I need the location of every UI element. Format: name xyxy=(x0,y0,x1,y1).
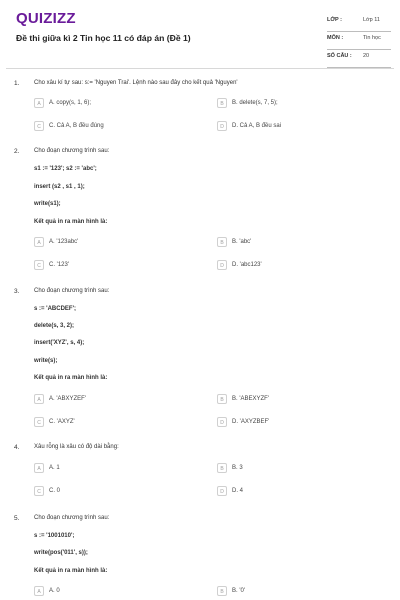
question-prompt: Kết quả in ra màn hình là: xyxy=(34,219,108,225)
question-number: 2. xyxy=(14,148,20,155)
question-text: Cho xâu kí tự sau: s:= 'Nguyen Trai'. Lệnh nào sau đây cho kết quả 'Nguyen' xyxy=(34,80,238,86)
meta-row-subject xyxy=(327,32,391,50)
meta-row-count xyxy=(327,50,391,68)
code-line: write(pos('011', s)); xyxy=(34,550,88,556)
option-text: B. 3 xyxy=(232,465,243,471)
option-letter-box: C xyxy=(34,121,44,131)
option-letter-box: C xyxy=(34,260,44,270)
option-letter-box: B xyxy=(217,586,227,596)
option-text: A. 0 xyxy=(49,588,60,594)
option-text: B. delete(s, 7, 5); xyxy=(232,100,278,106)
option-text: A. 'ABXYZEF' xyxy=(49,396,86,402)
header-divider xyxy=(6,68,394,69)
option-letter-box: B xyxy=(217,463,227,473)
option-text: A. copy(s, 1, 6); xyxy=(49,100,92,106)
option-letter-box: A xyxy=(34,463,44,473)
question-number: 4. xyxy=(14,444,20,451)
question-prompt: Kết quả in ra màn hình là: xyxy=(34,375,108,381)
option-letter-box: C xyxy=(34,417,44,427)
option-letter-box: D xyxy=(217,417,227,427)
option-letter-box: A xyxy=(34,237,44,247)
meta-value: 20 xyxy=(363,53,370,59)
page-title: Đề thi giữa kì 2 Tin học 11 có đáp án (Đề 1) xyxy=(16,33,191,43)
question-number: 5. xyxy=(14,515,20,522)
meta-panel xyxy=(327,14,391,68)
option-letter-box: A xyxy=(34,98,44,108)
code-line: s := '1001010'; xyxy=(34,533,75,539)
option-text: C. Cả A, B đều đúng xyxy=(49,123,104,129)
quizizz-logo: QUIZIZZ xyxy=(16,10,76,27)
question-text: Xâu rỗng là xâu có độ dài bằng: xyxy=(34,444,119,450)
code-line: s := 'ABCDEF'; xyxy=(34,306,77,312)
question-text: Cho đoạn chương trình sau: xyxy=(34,288,110,294)
option-text: C. 'AXYZ' xyxy=(49,419,75,425)
meta-value: Lớp 11 xyxy=(363,17,380,23)
option-letter-box: B xyxy=(217,394,227,404)
option-letter-box: D xyxy=(217,260,227,270)
question-prompt: Kết quả in ra màn hình là: xyxy=(34,568,108,574)
question-number: 3. xyxy=(14,288,20,295)
option-letter-box: D xyxy=(217,121,227,131)
meta-label: SỐ CÂU : xyxy=(327,53,352,59)
meta-value: Tin học xyxy=(363,35,381,41)
option-text: D. Cả A, B đều sai xyxy=(232,123,282,129)
option-letter-box: D xyxy=(217,486,227,496)
meta-label: MÔN : xyxy=(327,35,344,41)
meta-row-grade xyxy=(327,14,391,32)
code-line: write(s); xyxy=(34,358,58,364)
option-text: A. '123abc' xyxy=(49,239,79,245)
question-text: Cho đoạn chương trình sau: xyxy=(34,515,110,521)
option-text: C. '123' xyxy=(49,262,69,268)
option-text: B. '0' xyxy=(232,588,245,594)
option-letter-box: B xyxy=(217,98,227,108)
code-line: s1 := '123'; s2 := 'abc'; xyxy=(34,166,97,172)
option-text: D. 'AXYZBEF' xyxy=(232,419,270,425)
option-text: B. 'ABEXYZF' xyxy=(232,396,269,402)
code-line: insert (s2 , s1 , 1); xyxy=(34,184,85,190)
option-text: A. 1 xyxy=(49,465,60,471)
option-text: C. 0 xyxy=(49,488,61,494)
code-line: insert('XYZ', s, 4); xyxy=(34,340,85,346)
option-letter-box: C xyxy=(34,486,44,496)
option-text: D. 'abc123' xyxy=(232,262,262,268)
code-line: delete(s, 3, 2); xyxy=(34,323,75,329)
question-text: Cho đoạn chương trình sau: xyxy=(34,148,110,154)
option-text: D. 4 xyxy=(232,488,244,494)
code-line: write(s1); xyxy=(34,201,61,207)
option-text: B. 'abc' xyxy=(232,239,252,245)
option-letter-box: A xyxy=(34,586,44,596)
meta-label: LỚP : xyxy=(327,17,342,23)
option-letter-box: B xyxy=(217,237,227,247)
option-letter-box: A xyxy=(34,394,44,404)
question-number: 1. xyxy=(14,80,20,87)
